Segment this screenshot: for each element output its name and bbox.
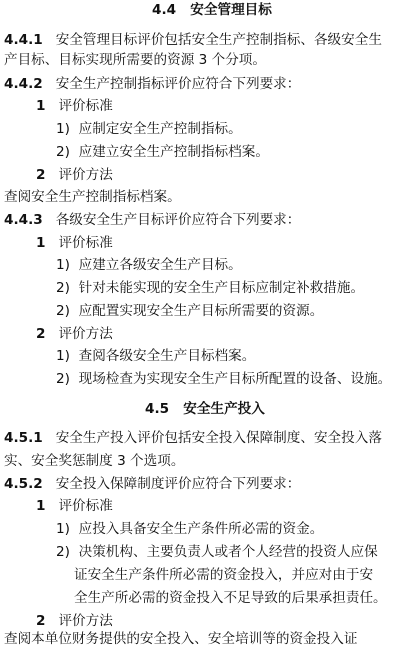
item-number: 2 (36, 613, 46, 629)
section-heading-4-5 (145, 403, 265, 417)
method-text (4, 191, 181, 205)
sub-item-text: 现场检查为实现安全生产目标所配置的设备、设施。 (78, 371, 392, 387)
sub-item (56, 123, 242, 137)
sub-item-text: 证安全生产条件所必需的资金投入，并应对由于安 (74, 567, 374, 583)
clause-number: 4.4.2 (4, 76, 43, 92)
section-number: 4.4 (152, 2, 177, 18)
item-heading (36, 100, 113, 114)
item-label: 评价方法 (58, 326, 113, 342)
clause-4-4-3 (4, 214, 300, 228)
clause-text: 安全投入保障制度评价应符合下列要求： (55, 476, 301, 492)
clause-4-5-1 (4, 432, 382, 446)
item-number: 2 (36, 167, 46, 183)
item-number: 2 (36, 326, 46, 342)
sub-item-continuation (74, 592, 387, 606)
sub-item-continuation (74, 569, 373, 583)
clause-number: 4.5.1 (4, 430, 43, 446)
item-heading (36, 328, 113, 342)
sub-item (56, 259, 242, 273)
sub-item (56, 305, 323, 319)
sub-item (56, 146, 269, 160)
clause-4-4-1-continuation (4, 54, 266, 68)
sub-item (56, 373, 391, 387)
sub-item (56, 523, 323, 537)
item-label: 评价标准 (58, 498, 113, 514)
sub-item-text: 应配置实现安全生产目标所需要的资源。 (78, 303, 324, 319)
sub-item (56, 546, 378, 560)
sub-item-text: 查阅各级安全生产目标档案。 (78, 348, 256, 364)
item-heading (36, 500, 113, 514)
method-description: 查阅本单位财务提供的安全投入、安全培训等的资金投入证 (4, 631, 358, 647)
item-number: 1 (36, 98, 46, 114)
section-title: 安全生产投入 (183, 401, 265, 417)
section-title: 安全管理目标 (190, 2, 272, 18)
clause-4-5-2 (4, 478, 300, 492)
sub-item-text: 针对未能实现的安全生产目标应制定补救措施。 (78, 280, 365, 296)
item-number: 1 (36, 235, 46, 251)
clause-number: 4.4.1 (4, 32, 43, 48)
clause-4-5-1-continuation (4, 455, 184, 469)
item-heading (36, 615, 113, 629)
clause-number: 4.5.2 (4, 476, 43, 492)
sub-item-text: 全生产所必需的资金投入不足导致的后果承担责任。 (74, 590, 387, 606)
item-heading (36, 237, 113, 251)
sub-item-number: 2) (56, 144, 70, 160)
clause-text: 各级安全生产目标评价应符合下列要求： (55, 212, 301, 228)
sub-item (56, 350, 255, 364)
item-label: 评价标准 (58, 98, 113, 114)
item-heading (36, 169, 113, 183)
sub-item-number: 1) (56, 521, 70, 537)
method-text (4, 633, 357, 647)
section-heading-4-4 (152, 4, 272, 18)
sub-item-number: 2) (56, 544, 70, 560)
clause-text: 安全生产投入评价包括安全投入保障制度、安全投入落 (55, 430, 382, 446)
sub-item-text: 应制定安全生产控制指标。 (78, 121, 242, 137)
clause-text: 安全生产控制指标评价应符合下列要求： (55, 76, 301, 92)
clause-4-4-1 (4, 34, 382, 48)
item-number: 1 (36, 498, 46, 514)
sub-item-text: 应建立安全生产控制指标档案。 (78, 144, 269, 160)
sub-item (56, 282, 364, 296)
sub-item-number: 1) (56, 257, 70, 273)
sub-item-text: 应建立各级安全生产目标。 (78, 257, 242, 273)
sub-item-number: 2) (56, 280, 70, 296)
item-label: 评价方法 (58, 167, 113, 183)
sub-item-number: 2) (56, 303, 70, 319)
clause-text: 产目标、目标实现所需要的资源 3 个分项。 (4, 52, 266, 68)
sub-item-text: 决策机构、主要负责人或者个人经营的投资人应保 (78, 544, 378, 560)
clause-number: 4.4.3 (4, 212, 43, 228)
clause-text: 实、安全奖惩制度 3 个选项。 (4, 453, 185, 469)
item-label: 评价方法 (58, 613, 113, 629)
sub-item-number: 1) (56, 348, 70, 364)
sub-item-text: 应投入具备安全生产条件所必需的资金。 (78, 521, 324, 537)
clause-text: 安全管理目标评价包括安全生产控制指标、各级安全生 (55, 32, 382, 48)
clause-4-4-2 (4, 78, 300, 92)
section-number: 4.5 (145, 401, 170, 417)
item-label: 评价标准 (58, 235, 113, 251)
sub-item-number: 1) (56, 121, 70, 137)
method-description: 查阅安全生产控制指标档案。 (4, 189, 181, 205)
sub-item-number: 2) (56, 371, 70, 387)
